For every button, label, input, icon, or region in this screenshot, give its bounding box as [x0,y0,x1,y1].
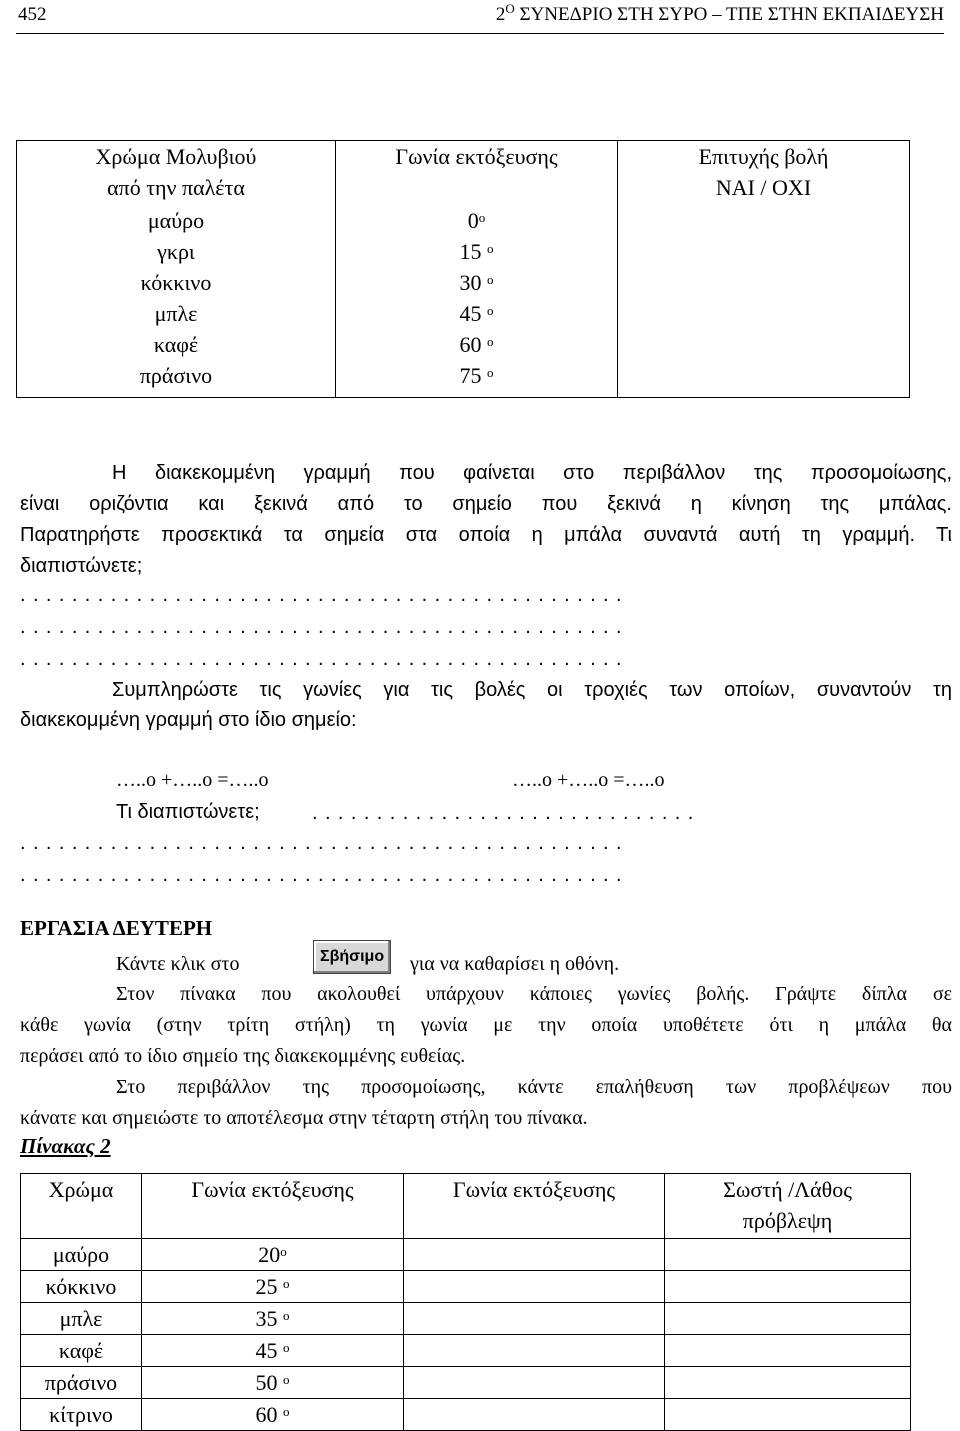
table-row [21,1239,911,1271]
table-cell-empty[interactable] [665,1335,911,1367]
header-angle-cell [336,141,618,206]
para1-line3: Παρατηρήστε προσεκτικά τα σημεία στα οποία η μπάλα συναντά αυτή τη γραμμή. Τι [20,524,952,546]
header-title-rest: ΣΥΝΕΔΡΙΟ ΣΤΗ ΣΥΡΟ – ΤΠΕ ΣΤΗΝ ΕΚΠΑΙΔΕΥΣΗ [514,4,944,25]
clear-button-wrap [313,940,391,974]
click-instruction-before: Κάντε κλικ στο [116,953,240,975]
table-cell: 45 $^o$ [459,301,494,326]
para1-line2: είναι οριζόντια και ξεκινά από το σημείο που ξεκινά η κίνηση της μπάλας. [20,493,952,515]
angles-table [16,140,910,398]
task2-title: ΕΡΓΑΣΙΑ ΔΕΥΤΕΡΗ [20,916,213,940]
answer-dots: ............................................... [20,648,629,670]
para1-line1: Η διακεκομμένη γραμμή που φαίνεται στο περιβάλλον της προσομοίωσης, [112,462,952,484]
table-cell-empty[interactable] [665,1399,911,1431]
task2-p1-line1: Στον πίνακα που ακολουθεί υπάρχουν κάποιες γωνίες βολής. Γράψτε δίπλα σε [116,983,952,1005]
table-cell: γκρι [157,239,195,264]
header-color-line1: Χρώμα Μολυβιού [95,144,257,169]
answer-dots: .............................. [312,802,701,824]
table-row [21,1271,911,1303]
predictions-table-header [21,1174,911,1239]
header-angle: Γωνία εκτόξευσης [191,1177,354,1202]
answer-dots: ............................................... [20,832,629,854]
table-cell-empty[interactable] [404,1367,665,1399]
table-cell: $0^o$ [467,208,486,233]
header-angle2-cell [404,1174,665,1239]
table-cell-empty[interactable] [404,1303,665,1335]
header-success-line2: ΝΑΙ / ΟΧΙ [715,175,812,200]
table-cell: 30 $^o$ [459,270,494,295]
header-rule [16,33,944,34]
table-cell: κίτρινο [21,1399,142,1431]
table-cell: μπλε [21,1303,142,1335]
table-cell-empty[interactable] [665,1303,911,1335]
header-color-cell [21,1174,142,1239]
table-cell: καφέ [21,1335,142,1367]
header-result-cell [665,1174,911,1239]
table-cell-empty[interactable] [404,1239,665,1271]
answer-dots: ............................................... [20,864,629,886]
table-cell: 60 $^o$ [459,332,494,357]
header-result-line1: Σωστή /Λάθος [723,1177,852,1202]
table-cell: 35 $^o$ [142,1303,404,1335]
answer-dots: ............................................... [20,584,629,606]
para1-line4: διαπιστώνετε; [20,555,143,577]
para2-line1: Συμπληρώστε τις γωνίες για τις βολές οι τροχιές των οποίων, συναντούν τη [112,679,952,701]
table-cell-empty[interactable] [665,1271,911,1303]
table-cell: καφέ [153,332,199,357]
angles-table-header [17,141,910,206]
table-cell: 75 $^o$ [459,363,494,388]
header-angle2: Γωνία εκτόξευσης [452,1177,616,1202]
table2-caption: Πίνακας 2 [20,1134,111,1158]
clear-button[interactable]: Σβήσιμο [313,940,391,974]
header-color-line2: από την παλέτα [107,175,245,200]
header-color-cell [17,141,336,206]
table-cell: κόκκινο [21,1271,142,1303]
header-title-prefix: 2 [495,4,506,25]
table-cell: κόκκινο [140,270,212,295]
table-cell: 50 $^o$ [142,1367,404,1399]
click-instruction-after: για να καθαρίσει η οθόνη. [410,953,620,975]
header-color: Χρώμα [48,1177,114,1202]
header-success-line1: Επιτυχής βολή [698,144,829,169]
table-cell: 25 $^o$ [142,1271,404,1303]
answer-dots: ............................................... [20,616,629,638]
table-cell-empty[interactable] [404,1399,665,1431]
table-row [21,1303,911,1335]
table-row [21,1367,911,1399]
table-cell: 15 $^o$ [459,239,494,264]
table-cell-empty[interactable] [665,1367,911,1399]
page-number: 452 [18,4,47,25]
table-cell: μαύρο [21,1239,142,1271]
task2-p1-line2: κάθε γωνία (στην τρίτη στήλη) τη γωνία με την οποία υποθέτετε ότι η μπάλα θα [20,1014,952,1036]
color-column [17,205,336,398]
angle-column [336,205,618,398]
table-row [21,1335,911,1367]
header-angle-cell [142,1174,404,1239]
equation-right: …..ο +…..ο =…..ο [512,769,665,791]
para2-line2: διακεκομμένη γραμμή στο ίδιο σημείο: [20,709,357,731]
table-row [21,1399,911,1431]
table-cell: μπλε [154,301,198,326]
table-cell: πράσινο [21,1367,142,1399]
table-cell: $20^o$ [142,1239,404,1271]
header-result-line2: πρόβλεψη [742,1208,833,1233]
running-header [495,1,944,26]
task2-p2-line1: Στο περιβάλλον της προσομοίωσης, κάντε επαλήθευση των προβλέψεων που [116,1076,952,1098]
equation-left: …..ο +…..ο =…..ο [116,769,269,791]
task2-p1-line3: περάσει από το ίδιο σημείο της διακεκομμένης ευθείας. [20,1045,466,1067]
table-cell: πράσινο [139,363,213,388]
task2-p2-line2: κάνατε και σημειώστε το αποτέλεσμα στην τέταρτη στήλη του πίνακα. [20,1107,588,1129]
predictions-table [20,1173,911,1431]
question-label: Τι διαπιστώνετε; [116,801,260,823]
table-cell: 45 $^o$ [142,1335,404,1367]
table-cell-empty[interactable] [404,1335,665,1367]
header-success-cell [618,141,910,398]
table-cell: 60 $^o$ [142,1399,404,1431]
header-angle: Γωνία εκτόξευσης [395,144,558,169]
table-cell: μαύρο [147,208,205,233]
table-cell-empty[interactable] [404,1271,665,1303]
table-cell-empty[interactable] [665,1239,911,1271]
header-title-sup: Ο [505,1,515,16]
